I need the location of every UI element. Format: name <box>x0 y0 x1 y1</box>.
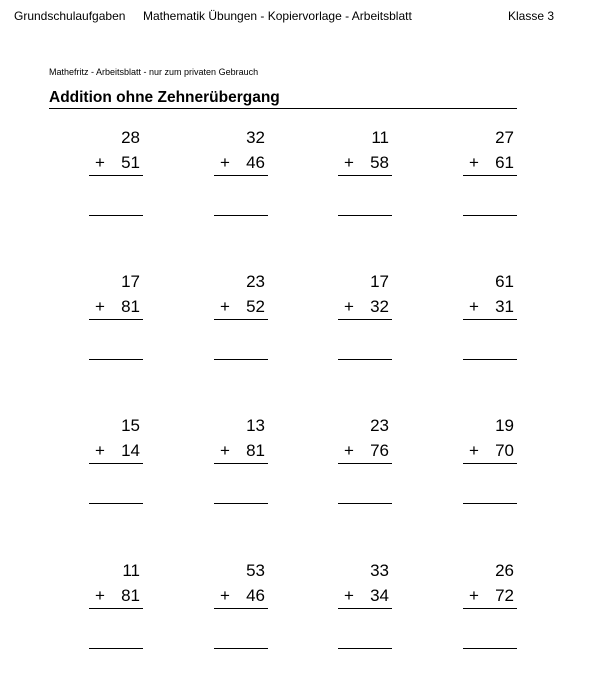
first-addend: 61 <box>495 272 514 291</box>
first-addend: 17 <box>370 272 389 291</box>
first-addend: 11 <box>371 128 389 147</box>
second-addend-row <box>89 441 143 464</box>
answer-line[interactable] <box>89 215 143 216</box>
answer-line[interactable] <box>463 359 517 360</box>
first-addend: 23 <box>246 272 265 291</box>
plus-sign: + <box>95 441 105 460</box>
plus-sign: + <box>344 297 354 316</box>
plus-sign: + <box>220 586 230 605</box>
first-addend: 11 <box>122 561 140 580</box>
second-addend-row <box>89 153 143 176</box>
second-addend-row <box>338 441 392 464</box>
worksheet-title: Addition ohne Zehnerübergang <box>49 89 517 109</box>
plus-sign: + <box>220 297 230 316</box>
second-addend: 70 <box>495 441 514 460</box>
answer-line[interactable] <box>338 648 392 649</box>
first-addend: 19 <box>495 416 514 435</box>
second-addend: 76 <box>370 441 389 460</box>
first-addend: 28 <box>121 128 140 147</box>
second-addend: 34 <box>370 586 389 605</box>
plus-sign: + <box>220 441 230 460</box>
plus-sign: + <box>344 153 354 172</box>
plus-sign: + <box>95 297 105 316</box>
first-addend: 53 <box>246 561 265 580</box>
second-addend-row <box>89 297 143 320</box>
second-addend-row <box>463 297 517 320</box>
second-addend-row <box>338 586 392 609</box>
answer-line[interactable] <box>89 503 143 504</box>
second-addend: 81 <box>246 441 265 460</box>
second-addend: 52 <box>246 297 265 316</box>
second-addend-row <box>463 441 517 464</box>
header-grade-text: Klasse 3 <box>507 9 554 23</box>
plus-sign: + <box>95 153 105 172</box>
answer-line[interactable] <box>463 503 517 504</box>
header-center-text: Mathematik Übungen - Kopiervorlage - Arbeitsblatt <box>143 9 412 23</box>
second-addend: 81 <box>121 586 140 605</box>
first-addend: 13 <box>246 416 265 435</box>
first-addend: 17 <box>121 272 140 291</box>
plus-sign: + <box>469 441 479 460</box>
second-addend-row <box>463 586 517 609</box>
answer-line[interactable] <box>214 503 268 504</box>
answer-line[interactable] <box>338 215 392 216</box>
second-addend: 31 <box>495 297 514 316</box>
answer-line[interactable] <box>463 215 517 216</box>
second-addend: 58 <box>370 153 389 172</box>
answer-line[interactable] <box>338 359 392 360</box>
second-addend-row <box>463 153 517 176</box>
second-addend-row <box>89 586 143 609</box>
first-addend: 32 <box>246 128 265 147</box>
source-note: Mathefritz - Arbeitsblatt - nur zum privaten Gebrauch <box>49 67 259 77</box>
second-addend-row <box>214 586 268 609</box>
plus-sign: + <box>220 153 230 172</box>
second-addend: 51 <box>121 153 140 172</box>
first-addend: 23 <box>370 416 389 435</box>
second-addend-row <box>214 441 268 464</box>
plus-sign: + <box>469 297 479 316</box>
plus-sign: + <box>344 586 354 605</box>
answer-line[interactable] <box>214 215 268 216</box>
plus-sign: + <box>344 441 354 460</box>
first-addend: 15 <box>121 416 140 435</box>
header-left-text: Grundschulaufgaben <box>14 9 126 23</box>
second-addend: 14 <box>121 441 140 460</box>
plus-sign: + <box>95 586 105 605</box>
second-addend: 81 <box>121 297 140 316</box>
answer-line[interactable] <box>214 648 268 649</box>
answer-line[interactable] <box>89 359 143 360</box>
second-addend: 72 <box>495 586 514 605</box>
second-addend: 32 <box>370 297 389 316</box>
second-addend-row <box>214 153 268 176</box>
answer-line[interactable] <box>89 648 143 649</box>
second-addend: 61 <box>495 153 514 172</box>
plus-sign: + <box>469 153 479 172</box>
second-addend: 46 <box>246 153 265 172</box>
answer-line[interactable] <box>338 503 392 504</box>
second-addend-row <box>338 153 392 176</box>
second-addend: 46 <box>246 586 265 605</box>
plus-sign: + <box>469 586 479 605</box>
first-addend: 33 <box>370 561 389 580</box>
answer-line[interactable] <box>463 648 517 649</box>
first-addend: 27 <box>495 128 514 147</box>
second-addend-row <box>214 297 268 320</box>
second-addend-row <box>338 297 392 320</box>
answer-line[interactable] <box>214 359 268 360</box>
first-addend: 26 <box>495 561 514 580</box>
